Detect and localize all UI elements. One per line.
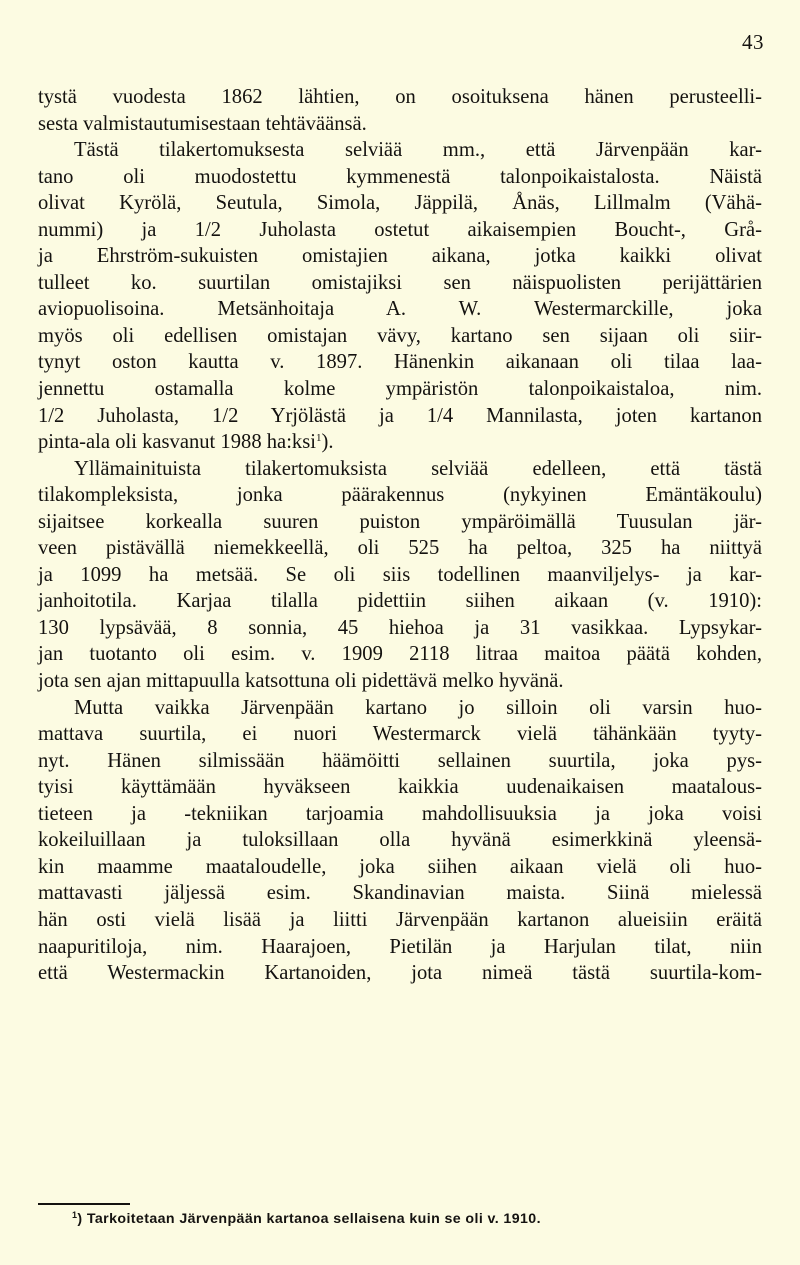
footnote-marker: 1 — [72, 1210, 78, 1220]
text-line-content: myös oli edellisen omistajan vävy, kartano sen sijaan oli siir- — [38, 324, 762, 347]
footnote-divider — [38, 1203, 130, 1205]
text-line — [38, 668, 762, 695]
text-line-content: Tästä tilakertomuksesta selviää mm., että Järvenpään kar- — [74, 139, 762, 162]
footnote-text: ) Tarkoitetaan Järvenpään kartanoa sellaisena kuin se oli v. 1910. — [77, 1211, 541, 1227]
text-line-content: aviopuolisoina. Metsänhoitaja A. W. Westermarckille, joka — [38, 298, 762, 321]
text-line — [38, 588, 762, 615]
text-line-content: kokeiluillaan ja tuloksillaan olla hyvänä esimerkkinä yleensä- — [38, 829, 762, 852]
text-line — [38, 748, 762, 775]
text-line-content: olivat Kyrölä, Seutula, Simola, Jäppilä, Ånäs, Lillmalm (Vähä- — [38, 192, 762, 215]
text-line-content: sijaitsee korkealla suuren puiston ympäröimällä Tuusulan jär- — [38, 510, 762, 533]
text-line-content: tyisi käyttämään hyväkseen kaikkia uudenaikaisen maatalous- — [38, 776, 762, 799]
text-line-content: tynyt oston kautta v. 1897. Hänenkin aikanaan oli tilaa laa- — [38, 351, 762, 374]
text-line — [38, 217, 762, 244]
text-line — [38, 270, 762, 297]
text-line — [38, 429, 762, 456]
text-line — [38, 111, 762, 138]
text-line-content: Yllämainituista tilakertomuksista selviää edelleen, että tästä — [74, 457, 762, 480]
text-line — [38, 456, 762, 483]
text-line — [38, 137, 762, 164]
text-line-content: veen pistävällä niemekkeellä, oli 525 ha peltoa, 325 ha niittyä — [38, 537, 762, 560]
text-line — [38, 960, 762, 987]
text-line-content: mattava suurtila, ei nuori Westermarck vielä tähänkään tyyty- — [38, 723, 762, 746]
text-line — [38, 934, 762, 961]
text-line-content: janhoitotila. Karjaa tilalla pidettiin siihen aikaan (v. 1910): — [38, 590, 762, 613]
text-line-content: jan tuotanto oli esim. v. 1909 2118 litraa maitoa päätä kohden, — [38, 643, 762, 666]
text-line-content: hän osti vielä lisää ja liitti Järvenpään kartanon alueisiin eräitä — [38, 908, 762, 931]
text-line — [38, 695, 762, 722]
text-line-content: 1/2 Juholasta, 1/2 Yrjölästä ja 1/4 Mannilasta, joten kartanon — [38, 404, 762, 427]
text-line — [38, 907, 762, 934]
text-line — [38, 190, 762, 217]
text-line-content: sesta valmistautumisestaan tehtäväänsä. — [38, 112, 367, 135]
text-line-content: naapuritiloja, nim. Haarajoen, Pietilän ja Harjulan tilat, niin — [38, 935, 762, 958]
text-line — [38, 880, 762, 907]
text-line-content: nummi) ja 1/2 Juholasta ostetut aikaisempien Boucht-, Grå- — [38, 218, 762, 241]
text-line — [38, 243, 762, 270]
text-line-content: tano oli muodostettu kymmenestä talonpoikaistalosta. Näistä — [38, 165, 762, 188]
text-line — [38, 296, 762, 323]
text-line — [38, 827, 762, 854]
text-line-content: tystä vuodesta 1862 lähtien, on osoituksena hänen perusteelli- — [38, 86, 762, 108]
text-line — [38, 376, 762, 403]
text-line — [38, 403, 762, 430]
text-line-content: nyt. Hänen silmissään häämöitti sellainen suurtila, joka pys- — [38, 749, 762, 772]
text-line — [38, 509, 762, 536]
text-line-content: jennettu ostamalla kolme ympäristön talonpoikaistaloa, nim. — [38, 378, 762, 401]
text-line-content: tieteen ja -tekniikan tarjoamia mahdollisuuksia ja joka voisi — [38, 802, 762, 825]
text-line-content: ja 1099 ha metsää. Se oli siis todellinen maanviljelys- ja kar- — [38, 563, 762, 586]
text-line — [38, 721, 762, 748]
text-line-content: Mutta vaikka Järvenpään kartano jo silloin oli varsin huo- — [74, 696, 762, 719]
text-line — [38, 774, 762, 801]
text-line — [38, 349, 762, 376]
text-line-content: jota sen ajan mittapuulla katsottuna oli pidettävä melko hyvänä. — [38, 670, 564, 693]
text-line-tail: ). — [321, 431, 334, 454]
text-line — [38, 164, 762, 191]
text-line — [38, 323, 762, 350]
text-line-content: 130 lypsävää, 8 sonnia, 45 hiehoa ja 31 vasikkaa. Lypsykar- — [38, 616, 762, 639]
page-number: 43 — [742, 30, 764, 54]
text-line-content: tulleet ko. suurtilan omistajiksi sen näispuolisten perijättärien — [38, 271, 762, 294]
body-text — [38, 84, 762, 987]
text-line — [38, 482, 762, 509]
text-line-content: mattavasti jäljessä esim. Skandinavian maista. Siinä mielessä — [38, 882, 762, 905]
text-line-content: että Westermackin Kartanoiden, jota nimeä tästä suurtila-kom- — [38, 962, 762, 985]
text-line — [38, 615, 762, 642]
text-line-content: ja Ehrström-sukuisten omistajien aikana, jotka kaikki olivat — [38, 245, 762, 268]
text-line — [38, 641, 762, 668]
text-line — [38, 854, 762, 881]
footnote — [72, 1211, 541, 1227]
footnote-reference: 1 — [315, 432, 322, 445]
text-line — [38, 801, 762, 828]
text-line — [38, 562, 762, 589]
text-line-content: pinta-ala oli kasvanut 1988 ha:ksi — [38, 431, 316, 454]
text-line-content: kin maamme maataloudelle, joka siihen aikaan vielä oli huo- — [38, 855, 762, 878]
text-line-content: tilakompleksista, jonka päärakennus (nykyinen Emäntäkoulu) — [38, 484, 762, 507]
text-line — [38, 84, 762, 111]
text-line — [38, 535, 762, 562]
